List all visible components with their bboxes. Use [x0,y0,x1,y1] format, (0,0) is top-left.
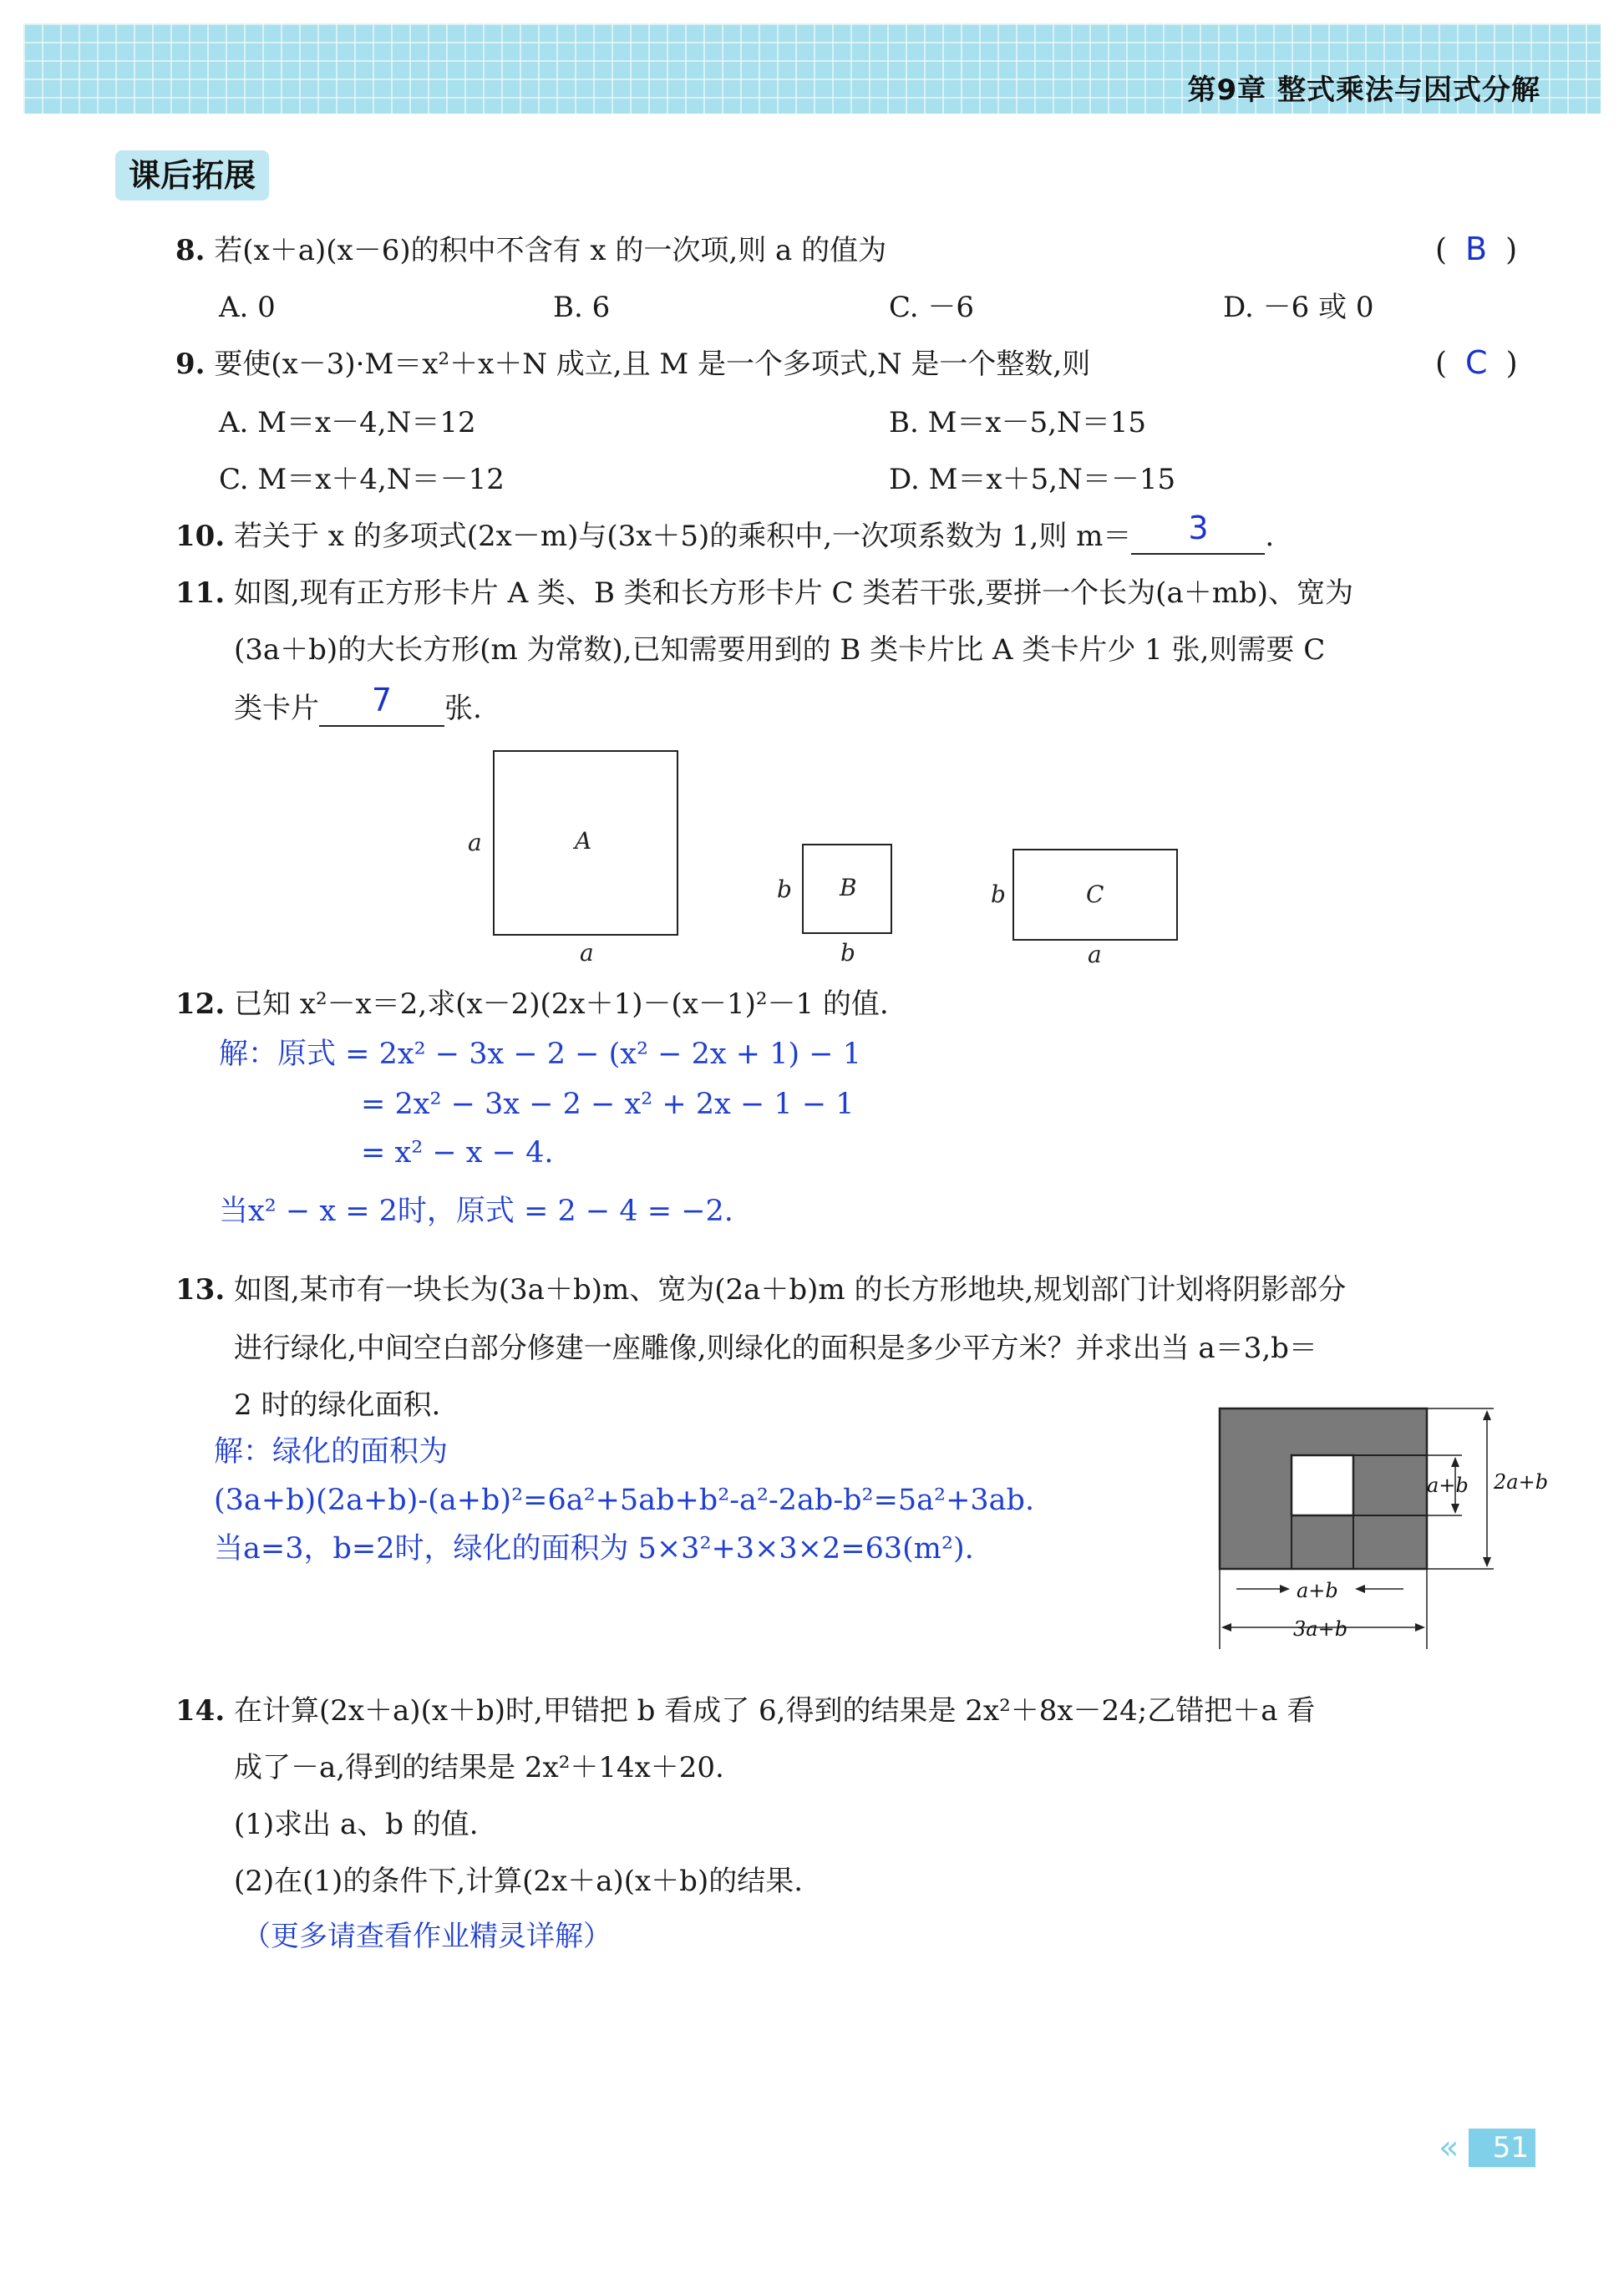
arrow-head [1483,1410,1491,1420]
q9-option-b: B. M＝x－5,N＝15 [889,406,1147,439]
q10-answer: 3 [1188,510,1209,546]
q11-number: 11. [175,576,226,610]
q13-figure [1203,1400,1554,1652]
q12-solution-line2: = 2x² − 3x − 2 − x² + 2x − 1 − 1 [361,1088,855,1121]
q10-text: 若关于 x 的多项式(2x－m)与(3x＋5)的乘积中,一次项系数为 1,则 m＝ [233,520,1132,553]
q9-answer: C [1465,344,1488,381]
arrow-head [1280,1585,1290,1593]
q8-option-c: C. －6 [889,291,975,324]
q12-text: 已知 x²－x＝2,求(x－2)(2x＋1)－(x－1)²－1 的值. [233,987,889,1021]
q11-line1 [175,575,1353,612]
card-b-side-label: b [777,875,792,903]
q10-number: 10. [175,520,226,553]
arrow-head [1355,1585,1365,1593]
q13-solution-line3: 当a=3，b=2时，绿化的面积为 5×3²+3×3×2=63(m²). [214,1532,974,1566]
outer-side-label: 2a+b [1494,1470,1549,1494]
q11-blank [319,682,444,727]
q10-stem [175,510,1275,555]
q10-end: . [1265,520,1275,553]
inner-bottom-label: a+b [1297,1579,1338,1602]
q9-option-d: D. M＝x＋5,N＝－15 [889,463,1176,496]
q13-number: 13. [175,1273,226,1307]
q8-option-b: B. 6 [553,291,611,324]
q8-option-d: D. －6 或 0 [1223,291,1374,324]
q13-line1 [175,1271,1346,1308]
q11-text-line1: 如图,现有正方形卡片 A 类、B 类和长方形卡片 C 类若干张,要拼一个长为(a＋mb)、宽为 [233,576,1353,610]
card-a-label: A [575,827,592,855]
q13-solution-line2: (3a+b)(2a+b)-(a+b)²=6a²+5ab+b²-a²-2ab-b²=5a²+3ab. [214,1484,1035,1517]
chevron-left-icon: « [1439,2129,1459,2167]
q11-line3-post: 张. [444,692,482,725]
q8-stem [175,232,886,269]
q12-number: 12. [175,987,226,1021]
inner-statue-area [1292,1455,1353,1515]
section-title: 课后拓展 [115,150,269,200]
q11-line3 [234,682,482,727]
q14-sub1: (1)求出 a、b 的值. [234,1808,479,1841]
inner-side-label: a+b [1427,1474,1469,1497]
q9-option-c: C. M＝x＋4,N＝－12 [219,463,505,496]
q14-line1 [175,1693,1315,1729]
page-number: 51 [1469,2129,1535,2167]
q8-answer: B [1465,231,1488,267]
q12-stem [175,986,889,1023]
q8-option-a: A. 0 [219,291,276,324]
q8-text: 若(x＋a)(x－6)的积中不含有 x 的一次项,则 a 的值为 [214,234,887,267]
chapter-title: 第9章 整式乘法与因式分解 [1187,74,1540,107]
card-c-side-label: b [991,881,1006,908]
more-solutions-link[interactable]: （更多请查看作业精灵详解） [242,1920,612,1953]
card-b-bottom-label: b [840,939,855,967]
q14-number: 14. [175,1694,226,1728]
q11-answer: 7 [371,682,393,718]
card-a-bottom-label: a [580,939,594,967]
q8-number: 8. [175,234,206,267]
q11-line2: (3a＋b)的大长方形(m 为常数),已知需要用到的 B 类卡片比 A 类卡片少 1 张,则需要 C [234,633,1326,667]
card-c-bottom-label: a [1088,941,1102,968]
arrow-head [1483,1557,1491,1567]
card-a-side-label: a [468,829,482,856]
q14-text-line1: 在计算(2x＋a)(x＋b)时,甲错把 b 看成了 6,得到的结果是 2x²＋8x－24;乙错把＋a 看 [233,1694,1316,1728]
q9-number: 9. [175,348,206,381]
card-b-label: B [840,874,857,901]
q12-solution-line3: = x² − x − 4. [361,1136,554,1170]
q13-text-line1: 如图,某市有一块长为(3a＋b)m、宽为(2a＋b)m 的长方形地块,规划部门计划将阴影部分 [233,1273,1347,1307]
arrow-head [1221,1623,1231,1632]
q12-solution-line1: 解：原式 = 2x² − 3x − 2 − (x² − 2x + 1) − 1 [219,1038,861,1071]
q9-option-a: A. M＝x－4,N＝12 [219,406,476,439]
arrow-head [1451,1504,1459,1514]
q12-solution-line4: 当x² − x = 2时，原式 = 2 − 4 = −2. [219,1195,733,1228]
arrow-head [1451,1457,1459,1467]
outer-bottom-label: 3a+b [1293,1617,1348,1641]
q13-line2: 进行绿化,中间空白部分修建一座雕像,则绿化的面积是多少平方米？并求出当 a＝3,b＝ [234,1332,1317,1365]
q9-answer-paren: ( C ) [1435,344,1518,381]
q9-text: 要使(x－3)·M＝x²＋x＋N 成立,且 M 是一个多项式,N 是一个整数,则 [214,348,1091,381]
q9-stem [175,346,1090,383]
q14-line2: 成了－a,得到的结果是 2x²＋14x＋20. [234,1751,724,1784]
q14-sub2: (2)在(1)的条件下,计算(2x＋a)(x＋b)的结果. [234,1865,804,1898]
q8-answer-paren: ( B ) [1435,231,1518,267]
q11-line3-pre: 类卡片 [234,692,319,725]
q10-blank [1131,510,1265,555]
arrow-head [1415,1623,1425,1632]
q13-solution-line1: 解：绿化的面积为 [214,1435,449,1469]
card-c-label: C [1086,881,1104,908]
q13-line3: 2 时的绿化面积. [234,1388,441,1422]
